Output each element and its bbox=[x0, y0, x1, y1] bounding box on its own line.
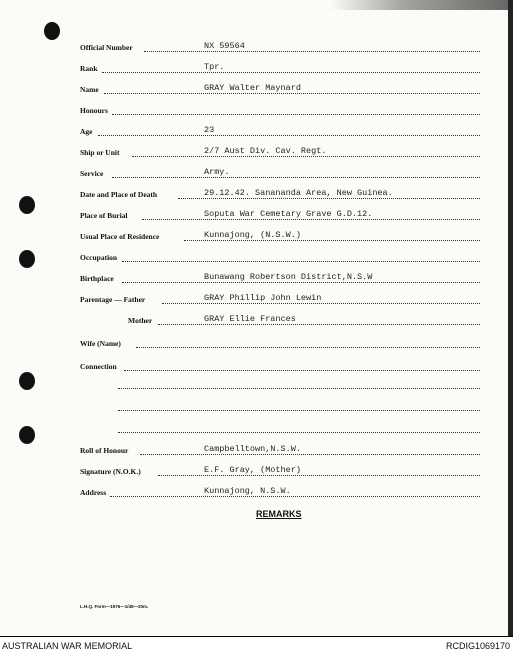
scan-smudge bbox=[330, 0, 513, 10]
field-usual-residence: Usual Place of Residence Kunnajong, (N.S.W.) bbox=[80, 229, 480, 243]
value-place-of-burial: Soputa War Cemetary Grave G.D.12. bbox=[204, 209, 373, 219]
value-roll-of-honour: Campbelltown,N.S.W. bbox=[204, 444, 301, 454]
punch-hole bbox=[19, 196, 35, 214]
form-reference: L.H.Q. Form—1976—1/45—20m. bbox=[80, 604, 149, 609]
field-place-of-burial: Place of Burial Soputa War Cemetary Grave G.D.12. bbox=[80, 208, 480, 222]
field-wife: Wife (Name) bbox=[80, 336, 480, 350]
field-official-number: Official Number NX 59564 bbox=[80, 40, 480, 54]
scan-edge bbox=[508, 0, 513, 636]
punch-hole bbox=[44, 22, 60, 40]
field-rank: Rank Tpr. bbox=[80, 61, 480, 75]
value-age: 23 bbox=[204, 125, 215, 135]
value-rank: Tpr. bbox=[204, 62, 225, 72]
field-address: Address Kunnajong, N.S.W. bbox=[80, 485, 480, 499]
field-connection: Connection bbox=[80, 359, 480, 373]
value-service: Army. bbox=[204, 167, 230, 177]
blank-line bbox=[118, 410, 480, 411]
field-name: Name GRAY Walter Maynard bbox=[80, 82, 480, 96]
field-roll-of-honour: Roll of Honour Campbelltown,N.S.W. bbox=[80, 443, 480, 457]
punch-hole bbox=[19, 426, 35, 444]
footer-record-id: RCDIG1069170 bbox=[445, 641, 510, 651]
blank-line bbox=[118, 388, 480, 389]
value-ship-or-unit: 2/7 Aust Div. Cav. Regt. bbox=[204, 146, 327, 156]
value-address: Kunnajong, N.S.W. bbox=[204, 486, 291, 496]
remarks-heading: REMARKS bbox=[256, 509, 302, 519]
field-signature-nok: Signature (N.O.K.) E.F. Gray, (Mother) bbox=[80, 464, 480, 478]
field-service: Service Army. bbox=[80, 166, 480, 180]
blank-line bbox=[118, 432, 480, 433]
value-mother: GRAY Ellie Frances bbox=[204, 314, 296, 324]
value-birthplace: Bunawang Robertson District,N.S.W bbox=[204, 272, 373, 282]
value-official-number: NX 59564 bbox=[204, 41, 245, 51]
field-birthplace: Birthplace Bunawang Robertson District,N.S.W bbox=[80, 271, 480, 285]
value-usual-residence: Kunnajong, (N.S.W.) bbox=[204, 230, 301, 240]
value-date-place-of-death: 29.12.42. Sanananda Area, New Guinea. bbox=[204, 188, 393, 198]
punch-hole bbox=[19, 250, 35, 268]
field-honours: Honours bbox=[80, 103, 480, 117]
footer-bar bbox=[0, 636, 513, 654]
field-age: Age 23 bbox=[80, 124, 480, 138]
value-father: GRAY Phillip John Lewin bbox=[204, 293, 322, 303]
field-mother: Mother GRAY Ellie Frances bbox=[80, 313, 480, 327]
value-signature-nok: E.F. Gray, (Mother) bbox=[204, 465, 301, 475]
field-date-place-of-death: Date and Place of Death 29.12.42. Sanananda Area, New Guinea. bbox=[80, 187, 480, 201]
field-father: Parentage — Father GRAY Phillip John Lewin bbox=[80, 292, 480, 306]
footer-institution: AUSTRALIAN WAR MEMORIAL bbox=[2, 641, 133, 651]
field-ship-or-unit: Ship or Unit 2/7 Aust Div. Cav. Regt. bbox=[80, 145, 480, 159]
value-name: GRAY Walter Maynard bbox=[204, 83, 301, 93]
punch-hole bbox=[19, 372, 35, 390]
field-occupation: Occupation bbox=[80, 250, 480, 264]
